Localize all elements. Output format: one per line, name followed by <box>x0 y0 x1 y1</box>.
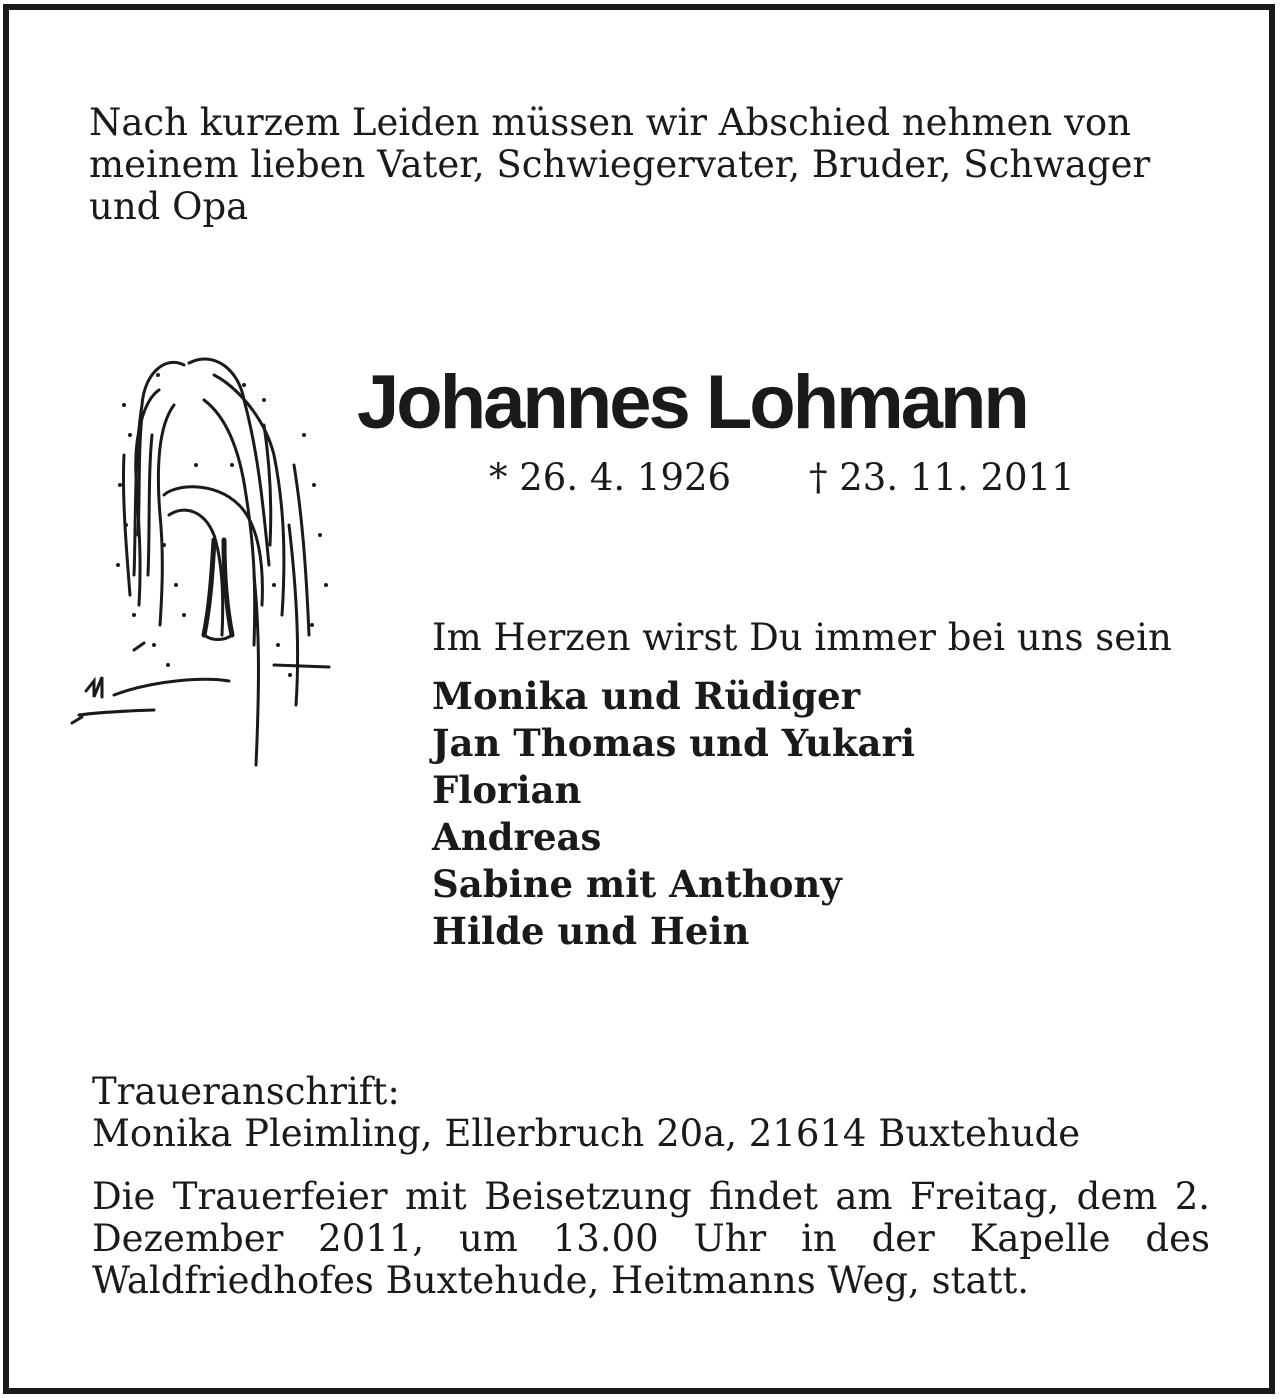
service-details: Die Trauerfeier mit Beisetzung findet am Freitag, dem 2. Dezember 2011, um 13.00 Uhr in der Kapelle des Waldfriedhofes Buxtehude, Heitmanns Weg, statt. <box>92 1175 1210 1302</box>
deceased-name: Johannes Lohmann <box>357 360 1027 445</box>
list-item: Andreas <box>432 815 602 859</box>
list-item: Sabine mit Anthony <box>432 862 842 906</box>
mourners-list <box>432 673 915 955</box>
obituary-notice <box>3 4 1275 1394</box>
list-item: Florian <box>432 768 582 812</box>
list-item: Monika und Rüdiger <box>432 674 861 718</box>
birth-date: * 26. 4. 1926 <box>489 456 732 499</box>
intro-text: Nach kurzem Leiden müssen wir Abschied nehmen von meinem lieben Vater, Schwiegervater, Bruder, Schwager und Opa <box>89 101 1151 228</box>
address-label: Traueranschrift: <box>92 1070 400 1113</box>
address-value: Monika Pleimling, Ellerbruch 20a, 21614 Buxtehude <box>92 1112 1081 1155</box>
list-item: Jan Thomas und Yukari <box>432 721 916 765</box>
weeping-willow-icon <box>64 345 344 785</box>
death-date: † 23. 11. 2011 <box>809 456 1075 499</box>
list-item: Hilde und Hein <box>432 909 750 953</box>
motto: Im Herzen wirst Du immer bei uns sein <box>432 616 1172 659</box>
